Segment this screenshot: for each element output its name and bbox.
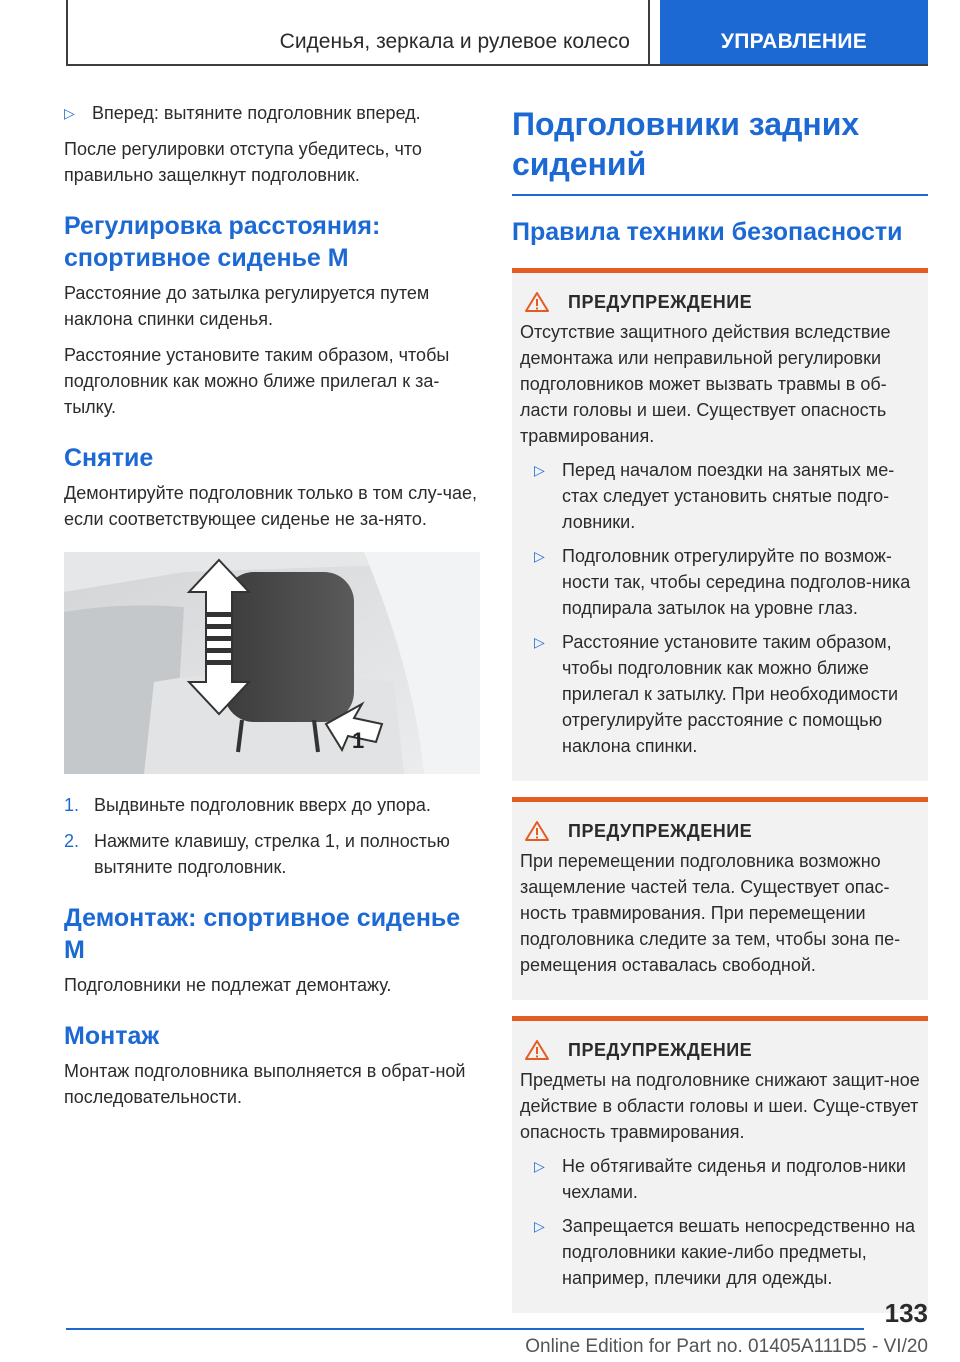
step-1 xyxy=(64,792,480,818)
warning-title: ПРЕДУПРЕЖДЕНИЕ xyxy=(568,291,753,312)
warning-triangle-icon xyxy=(524,820,550,842)
bullet-text: Вперед: вытяните подголовник вперед. xyxy=(92,103,421,123)
headrest-removal-image xyxy=(64,552,480,774)
paragraph-removal: Демонтируйте подголовник только в том слу-чае, если соответствующее сиденье не за-нято. xyxy=(64,483,478,529)
figure-label: 1 xyxy=(352,728,365,753)
heading-dismount: Демонтаж: спортивное сиденье M xyxy=(64,904,461,964)
heading-rear-headrests: Подголовники задних сидений xyxy=(512,106,860,182)
warning-header xyxy=(520,1039,920,1061)
warning-box-2 xyxy=(512,797,928,1000)
paragraph-distance-2: Расстояние установите таким образом, чтобы подголовник как можно ближе прилегал к за-тылку. xyxy=(64,345,450,417)
warning-box-1 xyxy=(512,268,928,781)
right-column xyxy=(512,100,928,1329)
warning-title: ПРЕДУПРЕЖДЕНИЕ xyxy=(568,820,753,841)
heading-safety: Правила техники безопасности xyxy=(512,218,903,246)
warning-bullet-text: Не обтягивайте сиденья и подголов-ники чехлами. xyxy=(562,1156,906,1202)
left-column xyxy=(64,100,480,1120)
paragraph-dismount: Подголовники не подлежат демонтажу. xyxy=(64,975,392,995)
step-number: 1. xyxy=(64,795,80,815)
section-tab-label: УПРАВЛЕНИЕ xyxy=(720,30,868,53)
heading-distance: Регулировка расстояния: спортивное сиденье M xyxy=(64,212,381,272)
chapter-title: Сиденья, зеркала и рулевое колесо xyxy=(279,30,630,53)
section-tab[interactable] xyxy=(660,0,928,64)
triangle-bullet-icon: ▷ xyxy=(534,1218,545,1234)
warning-bullet xyxy=(520,457,920,535)
heading-mount: Монтаж xyxy=(64,1022,160,1050)
paragraph-mount: Монтаж подголовника выполняется в обрат-ной последовательности. xyxy=(64,1061,466,1107)
warning-header xyxy=(520,820,920,842)
warning-bullet xyxy=(520,1213,920,1291)
warning-triangle-icon xyxy=(524,1039,550,1061)
warning-bullet-text: Расстояние установите таким образом, чтобы подголовник как можно ближе прилегал к затылку. При необходимости отрегулируйте расстояние с помощью наклона спинки. xyxy=(562,632,899,756)
edition-text: Online Edition for Part no. 01405A111D5 - VI/20 xyxy=(525,1336,928,1357)
triangle-bullet-icon: ▷ xyxy=(534,548,545,564)
triangle-bullet-icon: ▷ xyxy=(534,1158,545,1174)
paragraph-distance-1: Расстояние до затылка регулируется путем наклона спинки сиденья. xyxy=(64,283,430,329)
step-text: Нажмите клавишу, стрелка 1, и полностью вытяните подголовник. xyxy=(94,831,450,877)
paragraph-after-adjust: После регулировки отступа убедитесь, что правильно защелкнут подголовник. xyxy=(64,139,422,185)
step-text: Выдвиньте подголовник вверх до упора. xyxy=(94,795,431,815)
warning-text: Предметы на подголовнике снижают защит-ное действие в области головы и шеи. Суще-ствует опасность травмирования. xyxy=(520,1070,920,1142)
warning-bullet xyxy=(520,1153,920,1205)
warning-bullet-text: Перед началом поездки на занятых ме-стах следует установить снятые подго-ловники. xyxy=(562,460,895,532)
triangle-bullet-icon: ▷ xyxy=(534,634,545,650)
heading-rule xyxy=(512,194,928,196)
warning-bullet xyxy=(520,629,920,759)
warning-bullet-text: Запрещается вешать непосредственно на подголовники какие-либо предметы, например, плечики для одежды. xyxy=(562,1216,916,1288)
heading-removal: Снятие xyxy=(64,444,154,472)
step-number: 2. xyxy=(64,831,80,851)
warning-title: ПРЕДУПРЕЖДЕНИЕ xyxy=(568,1039,753,1060)
warning-bullet xyxy=(520,543,920,621)
footer-rule xyxy=(66,1328,864,1330)
warning-triangle-icon xyxy=(524,291,550,313)
warning-header xyxy=(520,291,920,313)
step-2 xyxy=(64,828,480,880)
warning-text: При перемещении подголовника возможно защемление частей тела. Существует опас-ность травмирования. При перемещении подголовника следите за тем, чтобы зона пе-ремещения оставалась свободной. xyxy=(520,851,901,975)
headrest-illustration xyxy=(64,552,480,774)
warning-text: Отсутствие защитного действия вследствие демонтажа или неправильной регулировки подголовников может вызвать травмы в об-ласти головы и шеи. Существует опасность травмирования. xyxy=(520,322,891,446)
warning-bullet-text: Подголовник отрегулируйте по возмож-ности так, чтобы середина подголов-ника подпирала затылок на уровне глаз. xyxy=(562,546,911,618)
chapter-header xyxy=(66,0,650,66)
header-rule xyxy=(66,64,928,66)
bullet-forward xyxy=(64,100,480,126)
page-number: 133 xyxy=(884,1298,928,1328)
triangle-bullet-icon: ▷ xyxy=(64,105,75,121)
warning-box-3 xyxy=(512,1016,928,1313)
triangle-bullet-icon: ▷ xyxy=(534,462,545,478)
